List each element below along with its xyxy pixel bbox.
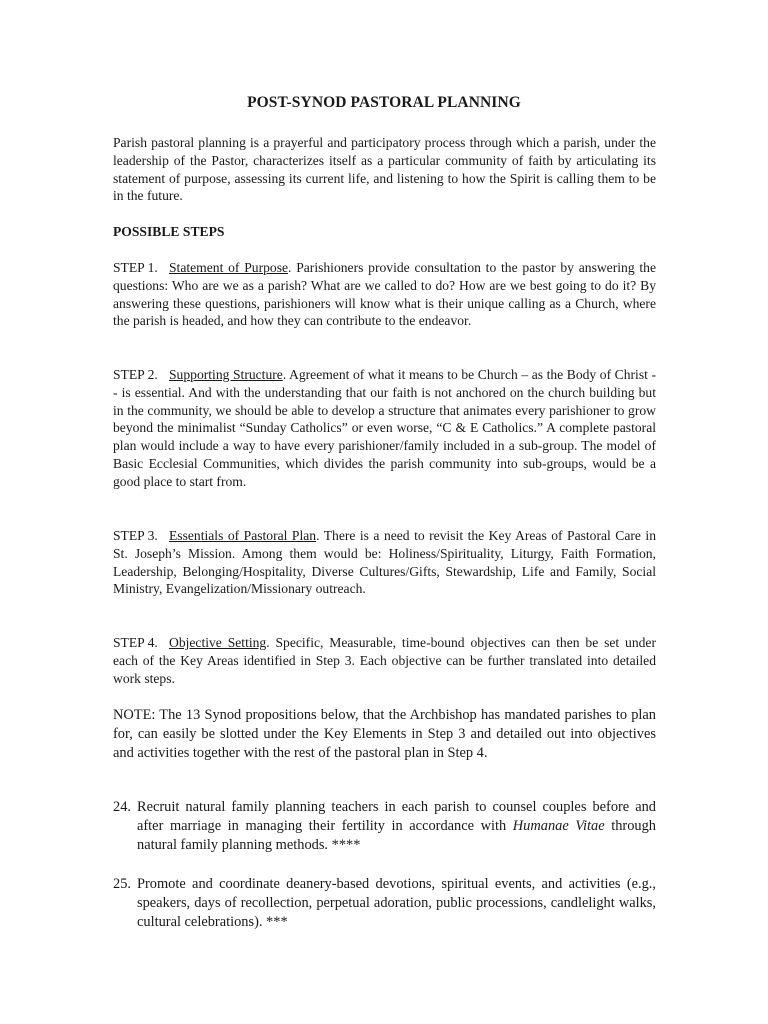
step-heading: Essentials of Pastoral Plan	[169, 528, 317, 543]
step-3	[113, 527, 656, 598]
proposition-text: Recruit natural family planning teachers in each parish to counsel couples before and after marriage in managing their fertility in accordance with	[137, 799, 656, 834]
step-heading: Supporting Structure	[169, 367, 283, 382]
proposition-text-end: through natural family planning methods. ****	[137, 818, 656, 853]
step-label: STEP 1.	[113, 260, 158, 275]
step-4	[113, 634, 656, 687]
proposition-number: 24.	[113, 799, 131, 815]
step-text: . Parishioners provide consultation to the pastor by answering the questions: Who are we as a parish? What are we called to do? How are we best going to do it? By answering these questions, parishioners will know what is their unique calling as a Church, where the parish is headed, and how they can contribute to the endeavor.	[113, 260, 656, 329]
step-1	[113, 259, 656, 330]
proposition-24	[113, 798, 656, 855]
proposition-number: 25.	[113, 876, 131, 892]
step-heading: Objective Setting	[169, 635, 267, 650]
step-label: STEP 2.	[113, 367, 158, 382]
step-text: . There is a need to revisit the Key Areas of Pastoral Care in St. Joseph’s Mission. Among them would be: Holiness/Spirituality, Liturgy, Faith Formation, Leadership, Belonging/Hospitality, Diverse Cultures/Gifts, Stewardship, Life and Family, Social Ministry, Evangelization/Missionary outreach.	[113, 528, 656, 597]
section-heading: POSSIBLE STEPS	[113, 224, 225, 239]
step-heading: Statement of Purpose	[169, 260, 289, 275]
page-title: POST-SYNOD PASTORAL PLANNING	[247, 94, 521, 111]
intro-paragraph: Parish pastoral planning is a prayerful and participatory process through which a parish, under the leadership of the Pastor, characterizes itself as a particular community of faith by articulating its statement of purpose, assessing its current life, and listening to how the Spirit is calling them to be in the future.	[113, 135, 656, 204]
step-label: STEP 3.	[113, 528, 158, 543]
proposition-text: Promote and coordinate deanery-based devotions, spiritual events, and activities (e.g., speakers, days of recollection, perpetual adoration, public processions, candlelight walks, cultural celebrations). ***	[137, 876, 656, 930]
step-label: STEP 4.	[113, 635, 158, 650]
proposition-italic-title: Humanae Vitae	[512, 818, 605, 834]
step-2	[113, 366, 656, 491]
note-paragraph: NOTE: The 13 Synod propositions below, that the Archbishop has mandated parishes to plan for, can easily be slotted under the Key Elements in Step 3 and detailed out into objectives and activities together with the rest of the pastoral plan in Step 4.	[113, 707, 656, 761]
proposition-25	[113, 875, 656, 932]
step-text: . Specific, Measurable, time-bound objectives can then be set under each of the Key Areas identified in Step 3. Each objective can be further translated into detailed work steps.	[113, 635, 656, 686]
step-text: . Agreement of what it means to be Church – as the Body of Christ -- is essential. And with the understanding that our faith is not anchored on the church building but in the community, we should be able to develop a structure that animates every parishioner to grow beyond the minimalist “Sunday Catholics” or even worse, “C & E Catholics.” A complete pastoral plan would include a way to have every parishioner/family included in a sub-group. The model of Basic Ecclesial Communities, which divides the parish community into sub-groups, would be a good place to start from.	[113, 367, 656, 489]
